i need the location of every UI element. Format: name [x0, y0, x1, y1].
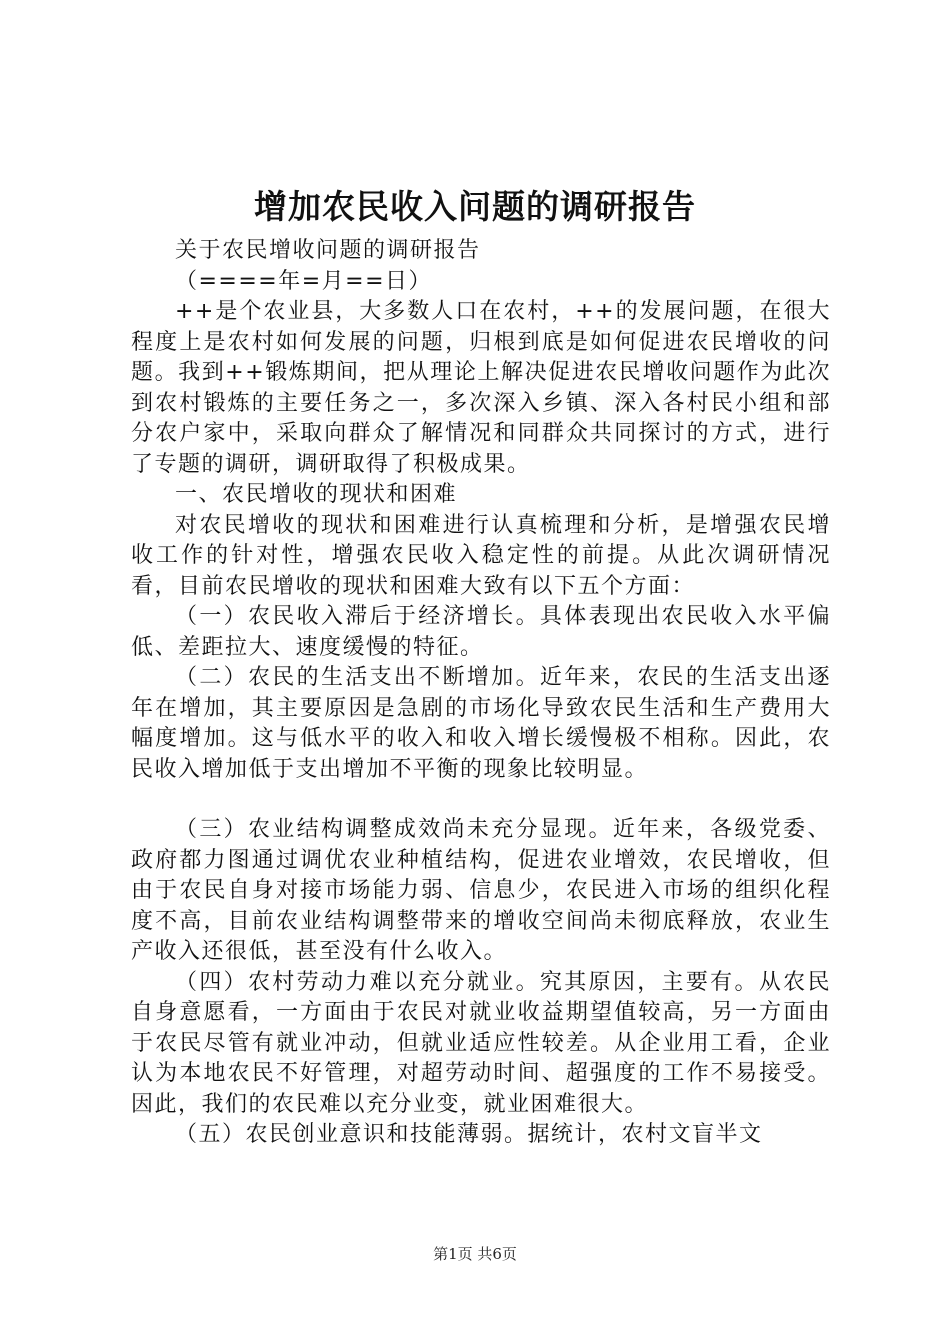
- document-title: 增加农民收入问题的调研报告: [254, 187, 696, 226]
- paragraph-overview: 对农民增收的现状和困难进行认真梳理和分析，是增强农民增收工作的针对性，增强农民收入稳定性的前提。从此次调研情况看，目前农民增收的现状和困难大致有以下五个方面：: [131, 512, 831, 599]
- section-heading: 一、农民增收的现状和困难: [175, 482, 458, 507]
- paragraph-intro: ++是个农业县，大多数人口在农村，++的发展问题，在很大程度上是农村如何发展的问题，归根到底是如何促进农民增收的问题。我到++锻炼期间，把从理论上解决促进农民增收问题作为此次到农村锻炼的主要任务之一，多次深入乡镇、深入各村民小组和部分农户家中，采取向群众了解情况和同群众共同探讨的方式，进行了专题的调研，调研取得了积极成果。: [131, 299, 831, 477]
- paragraph-item-3: （三）农业结构调整成效尚未充分显现。近年来，各级党委、政府都力图通过调优农业种植结构，促进农业增效，农民增收，但由于农民自身对接市场能力弱、信息少，农民进入市场的组织化程度不高，目前农业结构调整带来的增收空间尚未彻底释放，农业生产收入还很低，甚至没有什么收入。: [131, 817, 831, 964]
- paragraph-item-1: （一）农民收入滞后于经济增长。具体表现出农民收入水平偏低、差距拉大、速度缓慢的特征。: [131, 604, 831, 660]
- document-body: [131, 236, 831, 1151]
- paragraph-item-4: （四）农村劳动力难以充分就业。究其原因，主要有。从农民自身意愿看，一方面由于农民对就业收益期望值较高，另一方面由于农民尽管有就业冲动，但就业适应性较差。从企业用工看，企业认为本地农民不好管理，对超劳动时间、超强度的工作不易接受。因此，我们的农民难以充分业变，就业困难很大。: [131, 969, 831, 1117]
- page-indicator: 第1页 共6页: [433, 1245, 517, 1263]
- report-date: （====年=月==日）: [175, 268, 433, 294]
- paragraph-item-5: （五）农民创业意识和技能薄弱。据统计，农村文盲半文: [175, 1122, 763, 1147]
- paragraph-item-2: （二）农民的生活支出不断增加。近年来，农民的生活支出逐年在增加，其主要原因是急剧的市场化导致农民生活和生产费用大幅度增加。这与低水平的收入和收入增长缓慢极不相称。因此，农民收入增加低于支出增加不平衡的现象比较明显。: [131, 665, 831, 782]
- report-subtitle: 关于农民增收问题的调研报告: [175, 238, 481, 263]
